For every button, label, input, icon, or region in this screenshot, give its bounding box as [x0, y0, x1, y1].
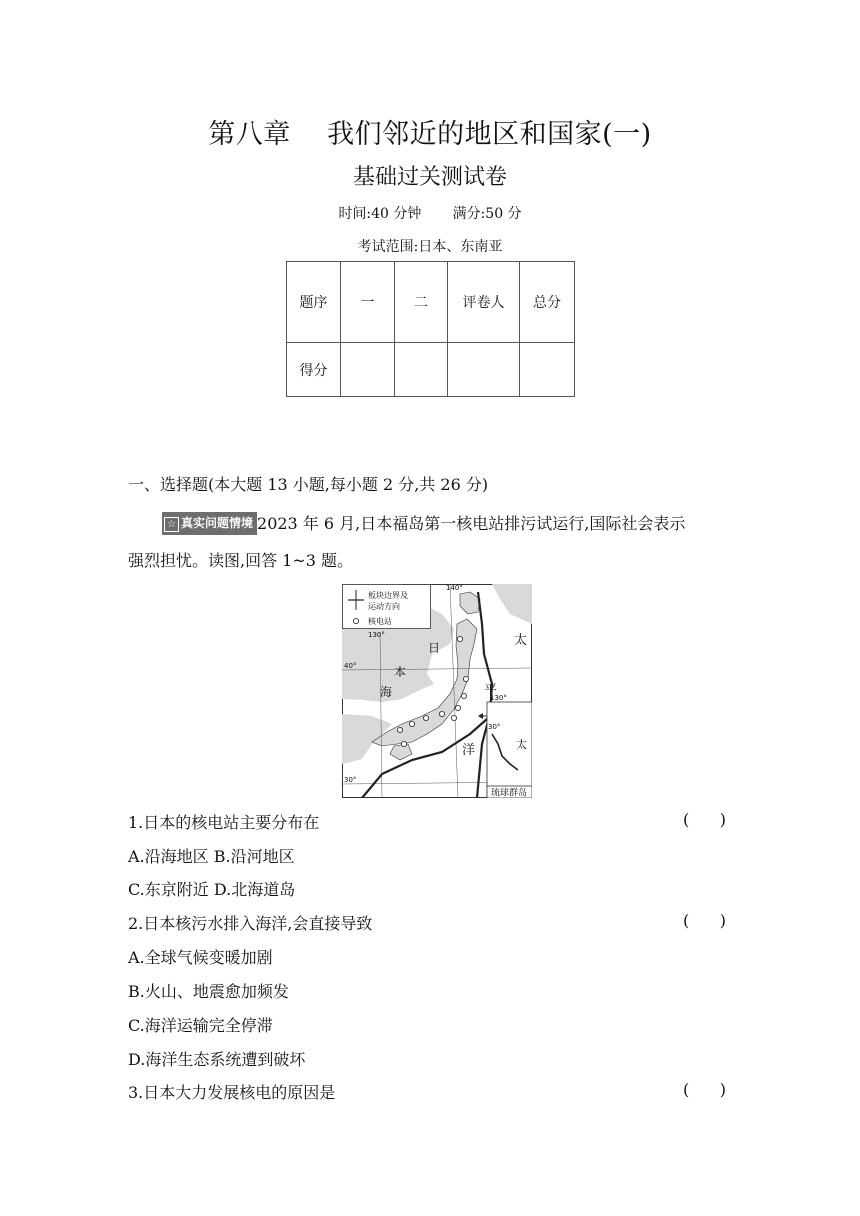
legend-station-label: 核电站 — [368, 617, 392, 626]
question-2-option-b: B.火山、地震愈加频发 — [128, 982, 289, 1001]
star-icon: ☆ — [164, 517, 179, 532]
legend-station-icon — [353, 618, 358, 623]
score-header-cell: 二 — [395, 262, 448, 343]
score-table-header-row — [287, 262, 575, 343]
label-ben: 本 — [394, 665, 407, 679]
score-table — [286, 261, 575, 397]
legend-boundary-label: 板块边界及 — [368, 591, 408, 600]
japan-map-figure — [342, 584, 532, 798]
label-ryukyu: 琉球群岛 — [490, 788, 528, 798]
label-tai-inset: 太 — [516, 738, 527, 751]
label-lat-30: 30° — [344, 776, 357, 784]
score-row-label: 得分 — [287, 343, 341, 397]
page-subtitle: 基础过关测试卷 — [352, 165, 507, 190]
score-header-cell: 评卷人 — [448, 262, 520, 343]
question-1-stem: 1.日本的核电站主要分布在 — [128, 813, 320, 832]
score-header-cell: 一 — [341, 262, 395, 343]
nuclear-station-icon — [439, 711, 444, 716]
legend-motion-label: 运动方向 — [368, 602, 400, 611]
label-lat-40: 40° — [344, 662, 357, 670]
score-cell[interactable] — [341, 343, 395, 397]
context-tag-label: 真实问题情境 — [181, 516, 254, 530]
nuclear-station-icon — [409, 721, 414, 726]
context-tag — [162, 512, 257, 535]
nuclear-station-icon — [397, 727, 402, 732]
label-lon-130b: 130° — [490, 694, 507, 702]
label-ping: 平 — [484, 683, 498, 698]
score-cell[interactable] — [395, 343, 448, 397]
intro-line-1: 2023 年 6 月,日本福岛第一核电站排污试运行,国际社会表示 — [257, 514, 686, 533]
nuclear-station-icon — [401, 741, 406, 746]
context-intro — [162, 512, 685, 535]
exam-scope: 考试范围:日本、东南亚 — [357, 239, 503, 255]
question-2-stem: 2.日本核污水排入海洋,会直接导致 — [128, 914, 373, 933]
label-tai: 太 — [514, 633, 528, 648]
nuclear-station-icon — [451, 715, 456, 720]
answer-blank[interactable]: ( ) — [683, 810, 726, 829]
label-lon-130: 130° — [368, 631, 385, 639]
nuclear-station-icon — [455, 705, 460, 710]
label-hai: 海 — [380, 685, 393, 699]
question-1-option-row: A.沿海地区 B.沿河地区 — [128, 847, 295, 866]
question-2-option-a: A.全球气候变暖加剧 — [128, 948, 273, 967]
section-heading: 一、选择题(本大题 13 小题,每小题 2 分,共 26 分) — [128, 475, 489, 494]
nuclear-station-icon — [423, 715, 428, 720]
answer-blank[interactable]: ( ) — [683, 1080, 726, 1099]
question-1-option-row: C.东京附近 D.北海道岛 — [128, 880, 296, 899]
label-yang: 洋 — [462, 743, 476, 758]
score-cell[interactable] — [448, 343, 520, 397]
label-lon-140: 140° — [446, 584, 463, 592]
score-table-score-row — [287, 343, 575, 397]
exam-time-info: 时间:40 分钟 满分:50 分 — [338, 206, 522, 222]
question-2-option-c: C.海洋运输完全停滞 — [128, 1016, 273, 1035]
score-header-cell: 题序 — [287, 262, 341, 343]
label-ri: 日 — [428, 641, 441, 655]
question-2-option-d: D.海洋生态系统遭到破坏 — [128, 1050, 306, 1069]
question-3-stem: 3.日本大力发展核电的原因是 — [128, 1083, 336, 1102]
page-title: 第八章 我们邻近的地区和国家(一) — [208, 119, 652, 150]
score-cell[interactable] — [520, 343, 575, 397]
nuclear-station-icon — [461, 693, 466, 698]
intro-line-2: 强烈担忧。读图,回答 1~3 题。 — [128, 551, 354, 570]
answer-blank[interactable]: ( ) — [683, 911, 726, 930]
score-header-cell: 总分 — [520, 262, 575, 343]
label-lat-30b: 30° — [488, 723, 501, 731]
nuclear-station-icon — [457, 636, 462, 641]
nuclear-station-icon — [463, 676, 468, 681]
